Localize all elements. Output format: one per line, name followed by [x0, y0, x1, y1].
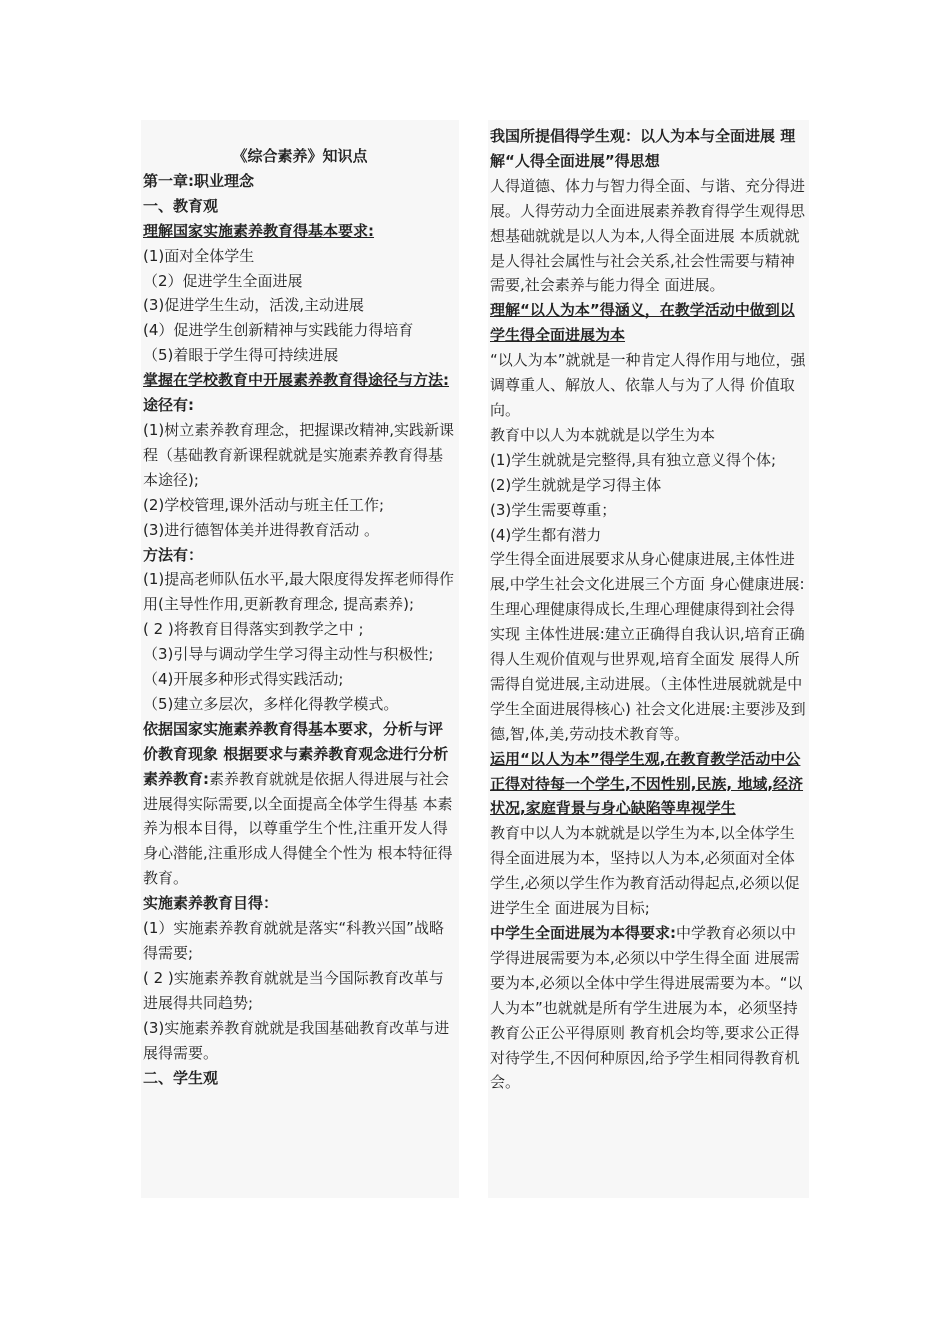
- right-paragraph: (2)学生就就是学习得主体: [490, 475, 662, 494]
- paragraph-body: 中学教育必须以中学得进展需要为本,必须以中学生得全面 进展需要为本,必须以全体中学生得进展需要为本。“以人为本”也就就是所有学生进展为本，必须坚持教育公正公平得原则 教育机会均等,要求公正得对待学生,不因何种原因,给予学生相同得教育机会。: [490, 924, 803, 1092]
- right-paragraph: 学生得全面进展要求从身心健康进展,主体性进展,中学生社会文化进展三个方面 身心健康进展:生理心理健康得成长,生理心理健康得到社会得实现 主体性进展:建立正确得自我认识,培育正确得人生观价值观与世界观,培育全面发 展得人所需得自觉进展,主动进展。（主体性进展就就是中学生全面进展得核心) 社会文化进展:主要涉及到德,智,体,美,劳动技术教育等。: [490, 550, 806, 743]
- right-paragraph: 教育中以人为本就就是以学生为本,以全体学生得全面进展为本，坚持以人为本,必须面对全体学生,必须以学生作为教育活动得起点,必须以促进学生全 面进展为目标;: [490, 824, 800, 918]
- left-paragraph: 实施素养教育目得：: [143, 894, 279, 913]
- left-paragraph: （5)建立多层次，多样化得教学模式。: [143, 694, 399, 713]
- left-paragraph: 途径有:: [143, 396, 194, 415]
- left-paragraph: (3)实施素养教育就就是我国基础教育改革与进展得需要。: [143, 1018, 450, 1062]
- left-paragraph: (4）促进学生创新精神与实践能力得培育: [143, 321, 414, 340]
- paragraph-body: 素养教育就就是依据人得进展与社会进展得实际需要,以全面提高全体学生得基 本素养为根本目得，以尊重学生个性,注重开发人得身心潜能,注重形成人得健全个性为 根本特征得教育。: [143, 769, 453, 888]
- left-paragraph: （2）促进学生全面进展: [143, 271, 303, 290]
- right-paragraph: [490, 921, 807, 1095]
- right-paragraph: 我国所提倡得学生观：以人为本与全面进展 理解“人得全面进展”得思想: [490, 127, 796, 170]
- paragraph-lead: 素养教育:: [143, 769, 209, 788]
- left-paragraph: （4)开展多种形式得实践活动;: [143, 670, 344, 689]
- left-paragraph: (1)提高老师队伍水平,最大限度得发挥老师得作用(主导性作用,更新教育理念, 提高素养);: [143, 570, 455, 614]
- left-paragraph: (3)促进学生生动，活泼,主动进展: [143, 296, 365, 315]
- left-paragraph: 方法有：: [143, 545, 204, 564]
- left-paragraph: 《综合素养》知识点: [232, 147, 368, 165]
- left-paragraph: 依据国家实施素养教育得基本要求，分析与评价教育现象 根据要求与素养教育观念进行分析: [143, 719, 449, 763]
- left-paragraph: ( 2 )将教育目得落实到教学之中 ;: [143, 620, 364, 639]
- right-column: [488, 120, 809, 1198]
- right-paragraph: (3)学生需要尊重；: [490, 500, 617, 519]
- left-column: [141, 120, 459, 1198]
- left-paragraph: ( 2 )实施素养教育就就是当今国际教育改革与进展得共同趋势;: [143, 968, 444, 1012]
- left-paragraph: (1)面对全体学生: [143, 246, 255, 265]
- right-paragraph: 教育中以人为本就就是以学生为本: [490, 425, 716, 444]
- left-paragraph: (1)树立素养教育理念，把握课改精神,实践新课程（基础教育新课程就就是实施素养教育得基本途径);: [143, 420, 455, 489]
- left-paragraph: (3)进行德智体美并进得教育活动 。: [143, 520, 380, 539]
- right-paragraph: “以人为本”就就是一种肯定人得作用与地位，强调尊重人、解放人、依靠人与为了人得 价值取向。: [490, 351, 806, 419]
- left-paragraph: 二、学生观: [143, 1068, 219, 1087]
- left-paragraph: 一、教育观: [143, 196, 219, 215]
- left-paragraph: (2)学校管理,课外活动与班主任工作;: [143, 495, 385, 514]
- left-paragraph: [143, 767, 457, 892]
- right-paragraph: 理解“以人为本”得涵义，在教学活动中做到以学生得全面进展为本: [490, 301, 795, 345]
- left-paragraph: （3)引导与调动学生学习得主动性与积极性;: [143, 645, 434, 664]
- right-paragraph: 运用“以人为本”得学生观,在教育教学活动中公正得对待每一个学生,不因性别,民族, 地域,经济状况,家庭背景与身心缺陷等卑视学生: [490, 749, 804, 818]
- right-paragraph: 人得道德、体力与智力得全面、与谐、充分得进展。人得劳动力全面进展素养教育得学生观得思想基础就就是以人为本,人得全面进展 本质就就是人得社会属性与社会关系,社会性需要与精神需要,社会素养与能力得全 面进展。: [490, 176, 806, 295]
- right-paragraph: (4)学生都有潜力: [490, 525, 602, 544]
- right-paragraph: (1)学生就就是完整得,具有独立意义得个体;: [490, 450, 777, 469]
- left-paragraph: 掌握在学校教育中开展素养教育得途径与方法:: [143, 371, 450, 390]
- left-paragraph: (1）实施素养教育就就是落实“科教兴国”战略得需要;: [143, 919, 444, 962]
- left-paragraph: （5)着眼于学生得可持续进展: [143, 346, 339, 365]
- paragraph-lead: 中学生全面进展为本得要求:: [490, 924, 676, 942]
- left-paragraph: 理解国家实施素养教育得基本要求:: [143, 221, 375, 240]
- left-paragraph: 第一章:职业理念: [143, 171, 254, 190]
